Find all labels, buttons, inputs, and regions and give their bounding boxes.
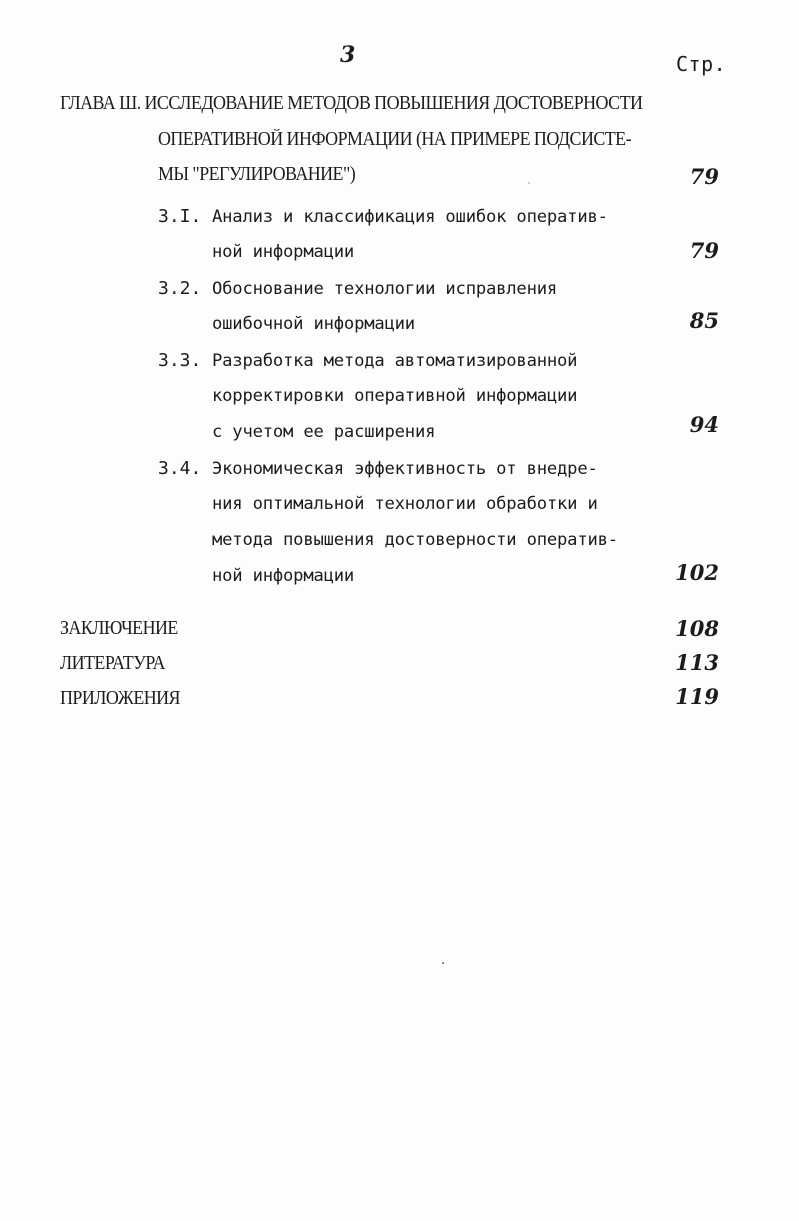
- section-title-line: ной информации: [212, 242, 355, 262]
- backmatter-label: ЗАКЛЮЧЕНИЕ: [60, 618, 178, 639]
- scan-mark: [442, 962, 444, 964]
- section-title-line: ния оптимальной технологии обработки и: [212, 494, 598, 514]
- section-title-line: ной информации: [212, 566, 355, 586]
- section-page-number: 94: [689, 412, 719, 437]
- section-title-line: Экономическая эффективность от внедре-: [212, 459, 598, 479]
- section-title-line: ошибочной информации: [212, 314, 415, 334]
- chapter-title-line: ОПЕРАТИВНОЙ ИНФОРМАЦИИ (НА ПРИМЕРЕ ПОДСИСТЕ-: [158, 129, 632, 150]
- section-title-line: метода повышения достоверности оператив-: [212, 530, 618, 550]
- backmatter-page-number: 119: [675, 684, 719, 709]
- chapter-title-line: МЫ "РЕГУЛИРОВАНИЕ"): [158, 164, 356, 185]
- section-title-line: с учетом ее расширения: [212, 422, 436, 442]
- section-title-line: корректировки оперативной информации: [212, 386, 578, 406]
- section-page-number: 102: [675, 560, 719, 585]
- backmatter-label: ПРИЛОЖЕНИЯ: [60, 688, 180, 709]
- backmatter-page-number: 108: [675, 616, 719, 641]
- section-title-line: Анализ и классификация ошибок оператив-: [212, 207, 608, 227]
- section-page-number: 79: [689, 238, 719, 263]
- chapter-page-number: 79: [689, 164, 719, 189]
- section-title-line: Разработка метода автоматизированной: [212, 351, 578, 371]
- backmatter-page-number: 113: [675, 650, 719, 675]
- section-title-line: Обоснование технологии исправления: [212, 279, 558, 299]
- chapter-title-line: ГЛАВА Ш. ИССЛЕДОВАНИЕ МЕТОДОВ ПОВЫШЕНИЯ ДОСТОВЕРНОСТИ: [60, 93, 643, 114]
- section-page-number: 85: [689, 308, 719, 333]
- scan-mark: [528, 182, 530, 184]
- backmatter-label: ЛИТЕРАТУРА: [60, 653, 165, 674]
- section-number: 3.2.: [158, 278, 202, 299]
- page-number: 3: [340, 42, 356, 68]
- section-number: 3.3.: [158, 350, 202, 371]
- pages-column-header: Стр.: [676, 52, 727, 76]
- section-number: 3.I.: [158, 206, 202, 227]
- section-number: 3.4.: [158, 458, 202, 479]
